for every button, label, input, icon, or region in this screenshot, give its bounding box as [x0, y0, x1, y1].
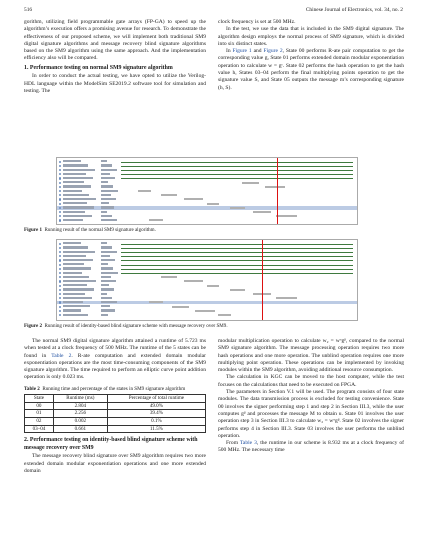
waveform-row	[57, 250, 357, 254]
signal-value-glyph	[101, 251, 117, 253]
table-cell: 01	[25, 410, 54, 418]
signal-icon	[59, 293, 61, 295]
cursor-time-glyph	[276, 215, 297, 217]
signal-value-glyph	[101, 288, 114, 290]
signal-name-glyph	[63, 160, 81, 162]
signal-icon	[59, 297, 61, 299]
waveform-row	[57, 246, 357, 250]
table2-caption: Table 2 Running time and percentage of the states in SM9 signature algorithm	[24, 385, 186, 392]
signal-name-glyph	[63, 255, 86, 257]
waveform-row	[57, 215, 357, 219]
signal-icon	[59, 255, 61, 257]
waveform-row	[57, 185, 357, 189]
journal-title: Chinese Journal of Electronics, vol. 34, no. 2	[305, 7, 403, 13]
signal-trace	[121, 166, 353, 167]
signal-value-glyph	[101, 190, 118, 192]
waveform-row	[57, 168, 357, 172]
left-column-bottom	[24, 338, 206, 475]
right-paragraph-1: clock frequency is set at 500 MHz.	[218, 19, 296, 25]
signal-icon	[59, 276, 61, 278]
table-cell: 0.661	[53, 425, 107, 433]
signal-value-glyph	[101, 169, 117, 171]
right-column-bottom	[218, 338, 404, 455]
signal-icon	[59, 165, 61, 167]
signal-name-glyph	[63, 177, 93, 179]
signal-trace	[121, 244, 353, 245]
signal-value-glyph	[101, 314, 108, 316]
signal-value-glyph	[101, 259, 115, 261]
cursor-time-glyph	[230, 289, 245, 291]
signal-value-glyph	[101, 293, 107, 295]
signal-icon	[59, 190, 61, 192]
table-row	[25, 402, 206, 410]
signal-name-glyph	[63, 190, 82, 192]
figure2-link[interactable]: Figure 2	[263, 48, 283, 55]
section1-heading: 1. Performance testing on normal SM9 signature algorithm	[24, 64, 173, 71]
waveform-row	[57, 255, 357, 259]
cursor-time-glyph	[218, 314, 231, 316]
waveform-row	[57, 271, 357, 275]
waveform-row	[57, 284, 357, 288]
waveform-row	[57, 177, 357, 181]
signal-icon	[59, 203, 61, 205]
time-cursor-line	[277, 158, 278, 224]
table-cell: 39.4%	[107, 410, 205, 418]
waveform-row	[57, 301, 357, 305]
signal-value-glyph	[101, 246, 112, 248]
signal-name-glyph	[63, 314, 88, 316]
signal-name-glyph	[63, 259, 93, 261]
cursor-time-glyph	[276, 297, 297, 299]
waveform-row	[57, 173, 357, 177]
signal-icon	[59, 285, 61, 287]
signal-trace	[121, 252, 353, 253]
signal-name-glyph	[63, 276, 89, 278]
right-paragraph-3: In Figure 1 and Figure 2, State 00 performs R-ate pair computation to get the corresponding value g, State 01 performs extended domain modular exponentiation operation to calculate w = gʳ. State 02 performs the hash operation to get the hash value h, States 03–04 perform the final multiplying points operation to get the signature value S, and State 05 outputs the message m’s corresponding signature (h, S).	[218, 48, 404, 91]
signal-value-glyph	[101, 206, 114, 208]
table-cell: 2.256	[53, 410, 107, 418]
signal-trace	[121, 178, 353, 179]
signal-name-glyph	[63, 284, 87, 286]
signal-value-glyph	[101, 255, 110, 257]
table-cell: 0.002	[53, 418, 107, 426]
signal-value-glyph	[101, 305, 110, 307]
signal-value-glyph	[101, 185, 113, 187]
signal-value-glyph	[101, 242, 107, 244]
table2	[24, 394, 206, 433]
signal-name-glyph	[63, 272, 82, 274]
waveform-row	[57, 292, 357, 296]
signal-icon	[59, 161, 61, 163]
cursor-time-glyph	[265, 186, 285, 188]
waveform-row	[57, 259, 357, 263]
cursor-time-glyph	[172, 306, 189, 308]
signal-icon	[59, 215, 61, 217]
time-cursor-line	[262, 240, 263, 320]
table-row	[25, 410, 206, 418]
page-number: 516	[24, 7, 33, 13]
signal-name-glyph	[63, 211, 85, 213]
signal-name-glyph	[63, 301, 83, 303]
right-lower-paragraph-1: modular multiplication operation to calculate w₂ = wᵅgᵝ, compared to the normal SM9 signature algorithm. The message processing operation requires two more hash operations and one more operation. The unblind operation requires one more multiplying point operation. These operations can be implemented by invoking modules within the SM9 algorithm, avoiding additional resource consumption.	[218, 338, 404, 374]
signal-trace	[121, 260, 353, 261]
signal-trace	[121, 269, 353, 270]
right-lower-paragraph-2: The calculation in KGC can be moved to the host computer, while the test focuses on the calculations that need to be executed on FPGA.	[218, 374, 404, 388]
right-lower-paragraph-4: From Table 3, the runtime in our scheme is 8.932 ms at a clock frequency of 500 MHz. The necessary time	[218, 440, 405, 454]
table-row	[25, 425, 206, 433]
signal-value-glyph	[101, 272, 118, 274]
waveform-row	[57, 242, 357, 246]
table2-header-cell: Runtime (ms)	[53, 395, 107, 403]
signal-value-glyph	[101, 181, 108, 183]
signal-name-glyph	[63, 293, 85, 295]
signal-value-glyph	[101, 194, 111, 196]
signal-icon	[59, 251, 61, 253]
signal-value-glyph	[101, 276, 111, 278]
table2-link[interactable]: Table 2	[51, 352, 72, 359]
signal-name-glyph	[63, 305, 90, 307]
table-cell: 11.5%	[107, 425, 205, 433]
signal-value-glyph	[101, 280, 116, 282]
cursor-time-glyph	[253, 211, 271, 213]
table-cell: 02	[25, 418, 54, 426]
signal-icon	[59, 177, 61, 179]
signal-value-glyph	[101, 215, 112, 217]
table2-header-cell: Percentage of total runtime	[107, 395, 205, 403]
signal-icon	[59, 182, 61, 184]
signal-value-glyph	[101, 177, 115, 179]
table-cell: 2.804	[53, 402, 107, 410]
section2-heading: 2. Performance testing on identity-based blind signature scheme with message recovery over SM9	[24, 437, 198, 451]
signal-icon	[59, 194, 61, 196]
cursor-time-glyph	[149, 301, 163, 303]
figure1-link[interactable]: Figure 1	[232, 48, 252, 55]
signal-name-glyph	[63, 181, 84, 183]
signal-icon	[59, 314, 61, 316]
signal-icon	[59, 243, 61, 245]
signal-name-glyph	[63, 169, 95, 171]
waveform-row	[57, 181, 357, 185]
table2-header-cell: State	[25, 395, 54, 403]
waveform-row	[57, 189, 357, 193]
signal-icon	[59, 207, 61, 209]
signal-value-glyph	[101, 263, 108, 265]
signal-name-glyph	[63, 198, 96, 200]
waveform-row	[57, 305, 357, 309]
signal-trace	[121, 170, 353, 171]
waveform-row	[57, 202, 357, 206]
signal-value-glyph	[101, 219, 117, 221]
cursor-time-glyph	[184, 280, 203, 282]
signal-trace	[121, 273, 353, 274]
waveform-row	[57, 198, 357, 202]
signal-name-glyph	[63, 215, 92, 217]
page-header	[24, 7, 403, 17]
table2-header-row	[25, 395, 206, 403]
signal-value-glyph	[101, 164, 112, 166]
right-column-top	[218, 19, 404, 92]
table-cell: 03–04	[25, 425, 54, 433]
signal-trace	[121, 265, 353, 266]
signal-icon	[59, 169, 61, 171]
signal-name-glyph	[63, 242, 81, 244]
cursor-time-glyph	[242, 182, 259, 184]
signal-value-glyph	[101, 198, 116, 200]
cursor-time-glyph	[230, 207, 245, 209]
signal-icon	[59, 301, 61, 303]
table-row	[25, 418, 206, 426]
signal-icon	[59, 306, 61, 308]
section2-paragraph: The message recovery blind signature over SM9 algorithm requires two more extended domain modular exponentiation operations and one more extended domain	[24, 453, 206, 474]
signal-name-glyph	[63, 202, 87, 204]
waveform-row	[57, 309, 357, 313]
signal-icon	[59, 173, 61, 175]
signal-name-glyph	[63, 263, 84, 265]
right-paragraph-2: In the test, we use the data that is included in the SM9 digital signature. The algorithm design employs the normal process of SM9 signature, which is divided into six distinct states.	[218, 26, 404, 47]
signal-value-glyph	[101, 173, 110, 175]
signal-icon	[59, 268, 61, 270]
intro-paragraph: gorithm, utilizing field programmable gate arrays (FP-GA) to speed up the algorithm’s execution offers a promising avenue for research. To demonstrate the effectiveness of our proposed scheme, we will implement both traditional SM9 digital signature algorithms and message recovery blind signature algorithms based on the SM9 algorithm using the same approach. And the implementation efficiency also will be compared.	[24, 19, 206, 62]
signal-name-glyph	[63, 206, 94, 208]
cursor-time-glyph	[207, 285, 219, 287]
waveform-row	[57, 194, 357, 198]
signal-icon	[59, 219, 61, 221]
signal-icon	[59, 264, 61, 266]
signal-value-glyph	[101, 267, 113, 269]
cursor-time-glyph	[184, 198, 203, 200]
waveform-row	[57, 263, 357, 267]
signal-value-glyph	[101, 297, 112, 299]
signal-icon	[59, 259, 61, 261]
signal-icon	[59, 198, 61, 200]
waveform-row	[57, 288, 357, 292]
figure1-waveform-image	[56, 157, 358, 225]
signal-name-glyph	[63, 297, 92, 299]
right-lower-paragraph-3: The parameters in Section V.1 will be used. The program consists of four state modules. The data transmission process is excluded for testing convenience. State 00 involves the signer performing step 1 and step 2 in Section III.3, while the user computes gᵝ and processes the message M to obtain u. State 01 involves the user operation step 3 in Section III.3 to calculate w₂ = wᵅgᵝ. State 02 involves the signer performs step 4 in Section III.3. State 03 involves the user performs the unblind operation.	[218, 389, 404, 439]
signal-name-glyph	[63, 267, 91, 269]
waveform-row	[57, 160, 357, 164]
signal-icon	[59, 280, 61, 282]
signal-icon	[59, 211, 61, 213]
table-cell: 0.1%	[107, 418, 205, 426]
signal-name-glyph	[63, 194, 89, 196]
waveform-row	[57, 164, 357, 168]
signal-icon	[59, 247, 61, 249]
signal-name-glyph	[63, 309, 81, 311]
signal-name-glyph	[63, 185, 91, 187]
signal-trace	[121, 256, 353, 257]
signal-name-glyph	[63, 164, 88, 166]
table3-link[interactable]: Table 3	[239, 440, 257, 447]
cursor-time-glyph	[161, 194, 177, 196]
signal-icon	[59, 289, 61, 291]
cursor-time-glyph	[138, 190, 151, 192]
signal-value-glyph	[101, 284, 109, 286]
figure2-caption: Figure 2 Running result of identity-based blind signature scheme with message recovery over SM9.	[24, 323, 228, 329]
waveform-row	[57, 219, 357, 223]
signal-value-glyph	[101, 211, 107, 213]
signal-trace	[121, 248, 353, 249]
waveform-row	[57, 210, 357, 214]
figure1-caption: Figure 1 Running result of the normal SM9 signature algorithm.	[24, 227, 156, 233]
waveform-row	[57, 313, 357, 317]
signal-icon	[59, 310, 61, 312]
waveform-row	[57, 280, 357, 284]
signal-value-glyph	[101, 202, 109, 204]
signal-trace	[121, 174, 353, 175]
cursor-time-glyph	[149, 219, 163, 221]
table-cell: 00	[25, 402, 54, 410]
waveform-row	[57, 297, 357, 301]
left-column-top	[24, 19, 206, 95]
signal-value-glyph	[101, 160, 107, 162]
waveform-row	[57, 276, 357, 280]
signal-icon	[59, 272, 61, 274]
signal-name-glyph	[63, 219, 83, 221]
signal-icon	[59, 186, 61, 188]
signal-name-glyph	[63, 280, 96, 282]
signal-name-glyph	[63, 288, 94, 290]
signal-value-glyph	[101, 301, 117, 303]
signal-name-glyph	[63, 173, 86, 175]
signal-name-glyph	[63, 246, 88, 248]
waveform-row	[57, 206, 357, 210]
signal-trace	[121, 162, 353, 163]
waveform-row	[57, 267, 357, 271]
cursor-time-glyph	[207, 203, 219, 205]
cursor-time-glyph	[195, 310, 215, 312]
figure2-waveform-image	[56, 239, 358, 321]
runtime-paragraph: The normal SM9 digital signature algorithm attained a runtime of 5.723 ms when tested at a clock frequency of 500 MHz. The runtime of the 5 states can be found in Table 2. R-ate computation and extended domain modular exponentiation operations are the most time-consuming components of the SM9 signature algorithm. The time required to perform an elliptic curve point addition operation is only 0.023 ms.	[24, 338, 206, 381]
table-cell: 49.0%	[107, 402, 205, 410]
section1-paragraph: In order to conduct the actual testing, we have opted to utilize the Verilog-HDL language within the ModelSim SE2019.2 software tool for simulation and testing. The	[24, 73, 206, 94]
signal-value-glyph	[101, 309, 115, 311]
cursor-time-glyph	[161, 276, 177, 278]
signal-name-glyph	[63, 251, 95, 253]
